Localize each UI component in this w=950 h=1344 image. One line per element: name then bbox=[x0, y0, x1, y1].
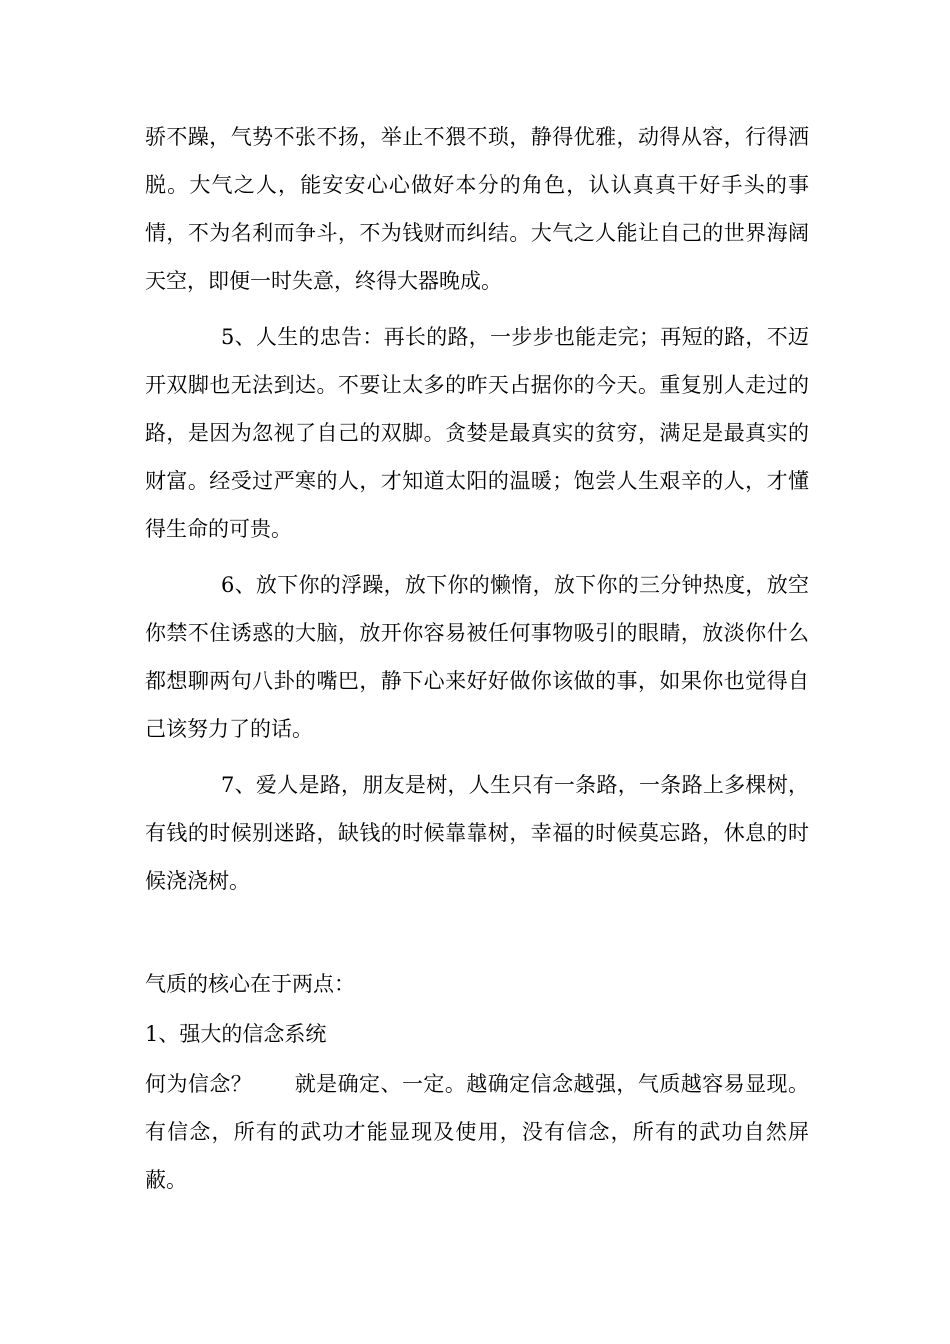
paragraph-intro-tail: 骄不躁，气势不张不扬，举止不猥不琐，静得优雅，动得从容，行得洒脱。大气之人，能安安心心做好本分的角色，认认真真干好手头的事情，不为名利而争斗，不为钱财而纠结。大气之人能让自己的世界海阔天空，即便一时失意，终得大器晚成。 bbox=[145, 125, 809, 293]
point-belief-system: 1、强大的信念系统 bbox=[145, 1022, 327, 1046]
paragraph-item-6: 6、放下你的浮躁，放下你的懒惰，放下你的三分钟热度，放空你禁不住诱惑的大脑，放开你容易被任何事物吸引的眼睛，放淡你什么都想聊两句八卦的嘴巴，静下心来好好做你该做的事，如果你也觉得自己该努力了的话。 bbox=[145, 573, 809, 741]
paragraph-item-5: 5、人生的忠告：再长的路，一步步也能走完；再短的路，不迈开双脚也无法到达。不要让太多的昨天占据你的今天。重复别人走过的路，是因为忽视了自己的双脚。贪婪是最真实的贫穷，满足是最真实的财富。经受过严寒的人，才知道太阳的温暖；饱尝人生艰辛的人，才懂得生命的可贵。 bbox=[145, 325, 809, 541]
paragraph-belief-explanation bbox=[145, 1060, 809, 1204]
belief-question: 何为信念？ bbox=[145, 1072, 253, 1096]
paragraph-item-7: 7、爱人是路，朋友是树，人生只有一条路，一条路上多棵树，有钱的时候别迷路，缺钱的时候靠靠树，幸福的时候莫忘路，休息的时候浇浇树。 bbox=[145, 773, 809, 893]
section-heading-core: 气质的核心在于两点： bbox=[145, 972, 355, 996]
belief-answer: 就是确定、一定。越确定信念越强，气质越容易显现。有信念，所有的武功才能显现及使用，没有信念，所有的武功自然屏蔽。 bbox=[145, 1072, 810, 1192]
